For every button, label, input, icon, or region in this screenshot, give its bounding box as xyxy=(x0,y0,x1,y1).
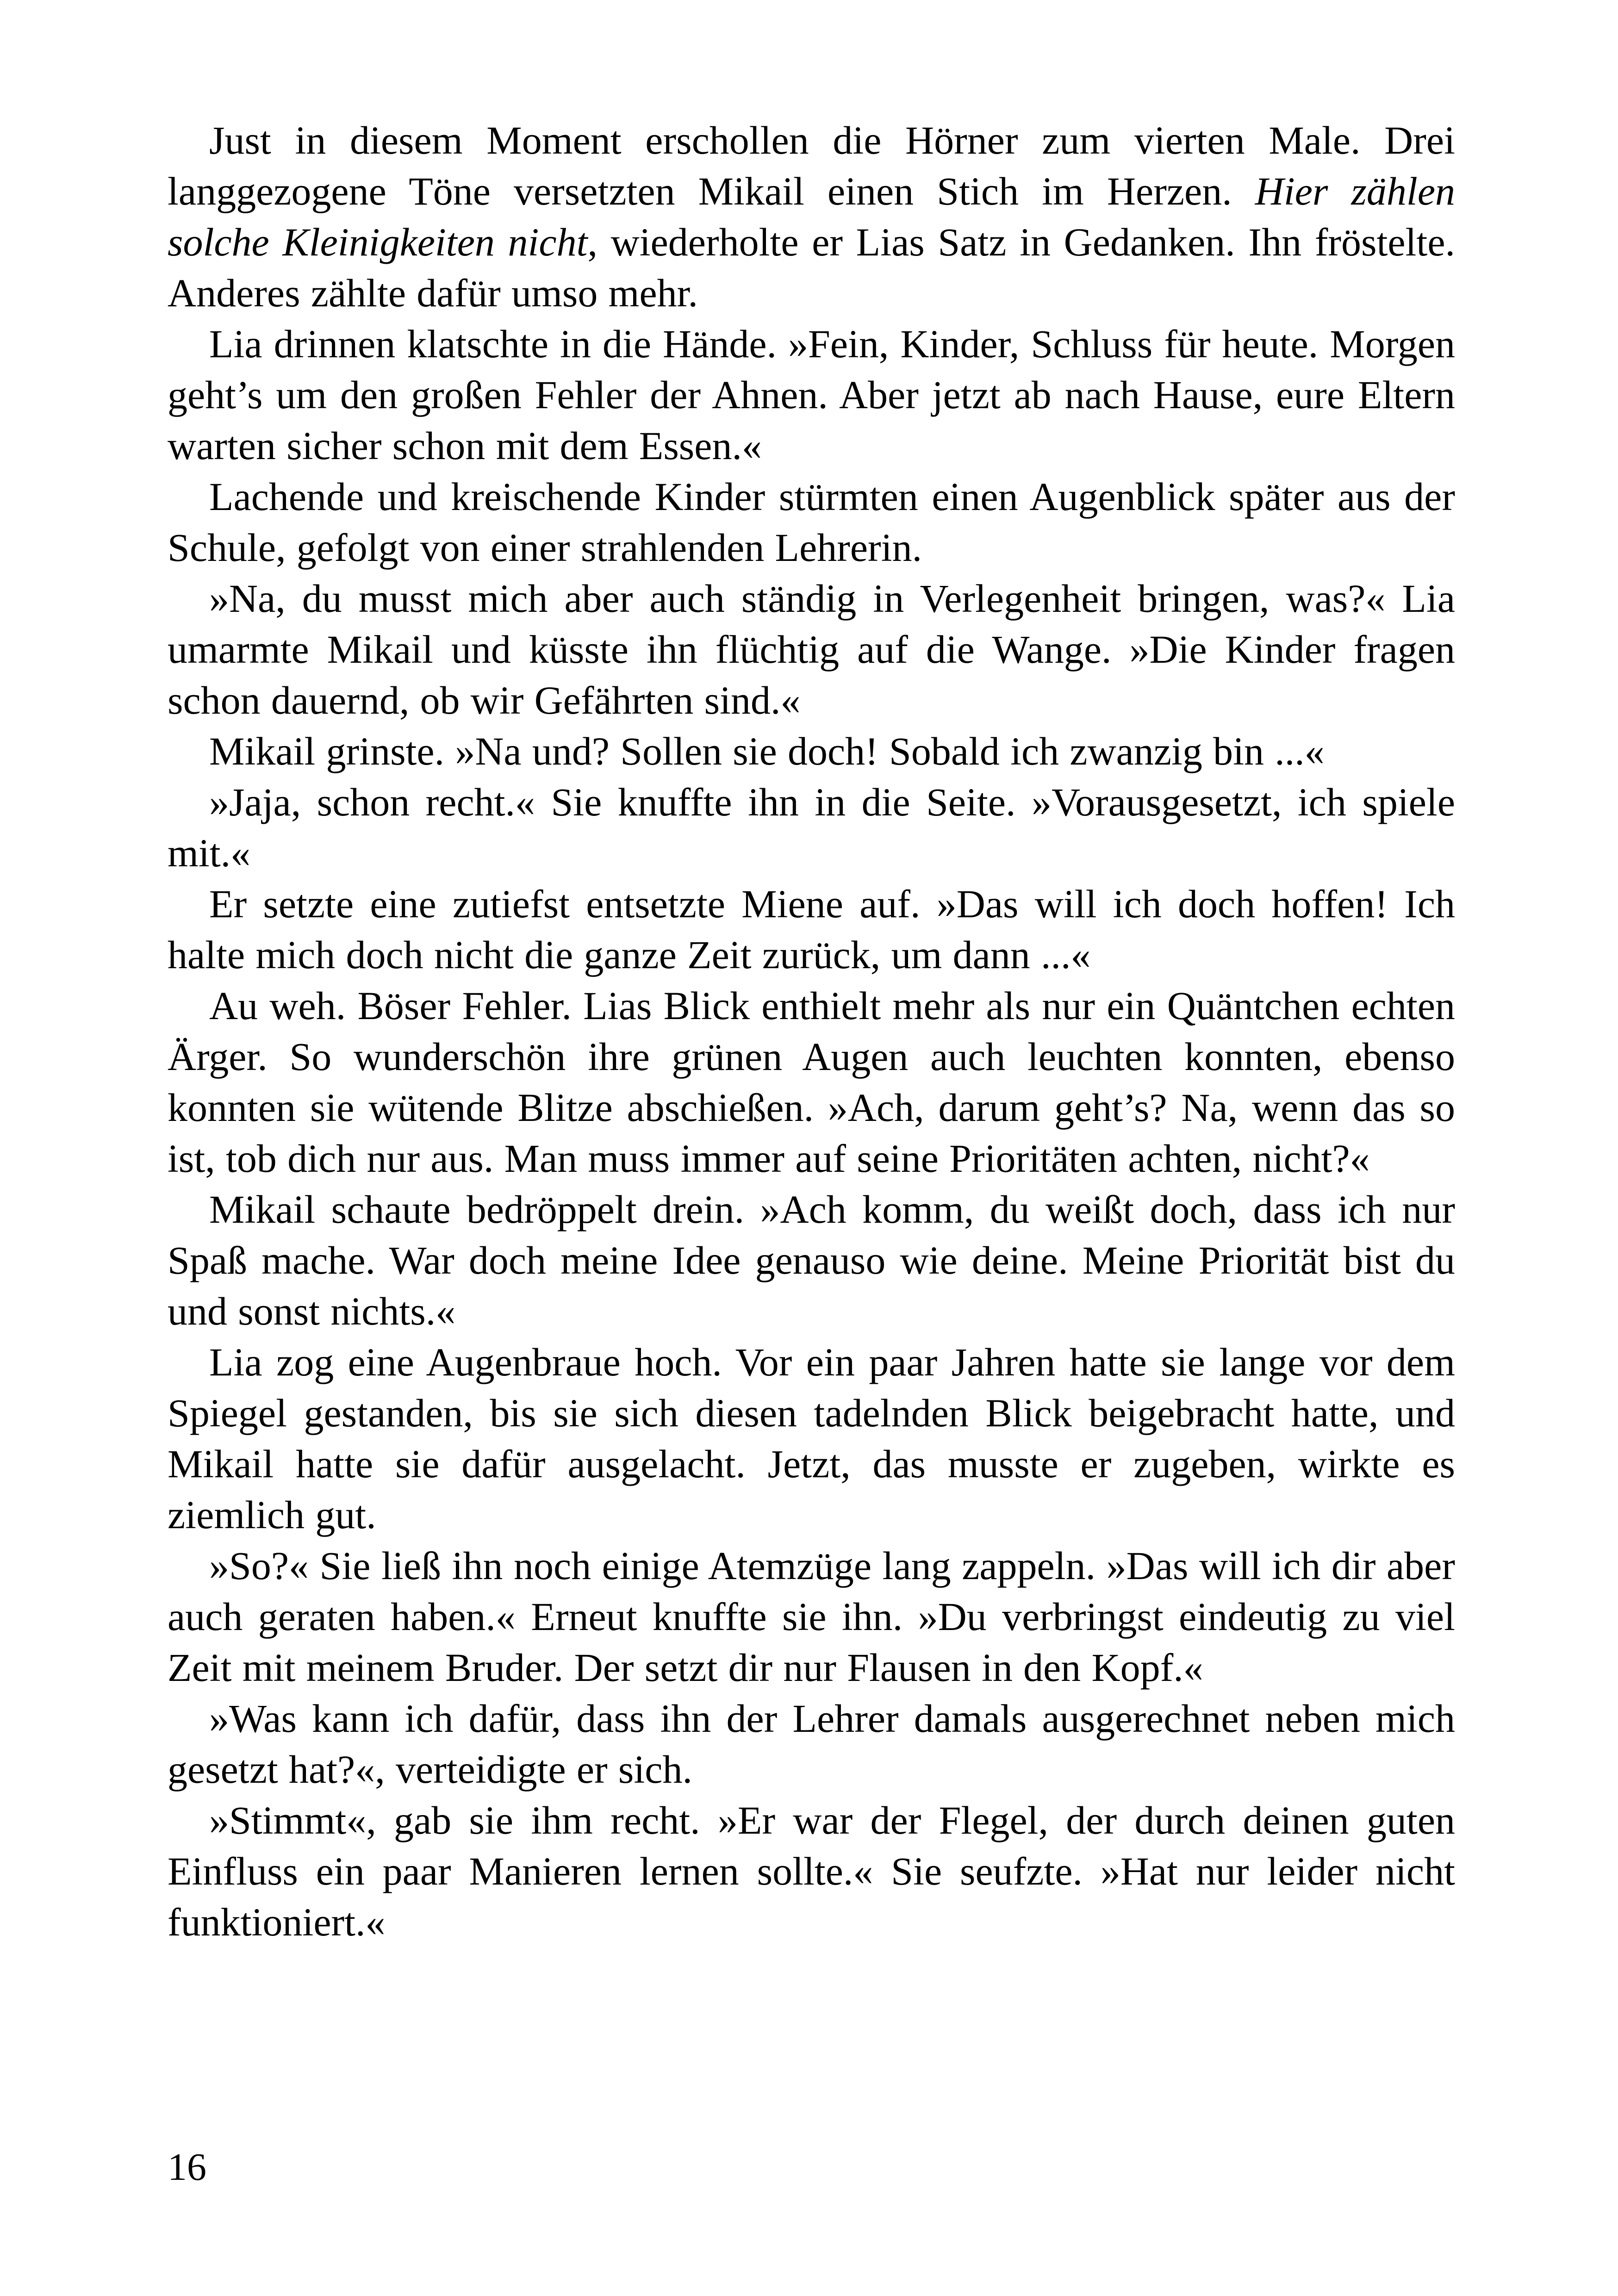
paragraph-text: Just in diesem Moment erschollen die Hörner zum vierten Male. Drei langgezogene Töne versetzten Mikail einen Stich im Herzen. xyxy=(168,118,1455,213)
paragraph: »So?« Sie ließ ihn noch einige Atemzüge lang zappeln. »Das will ich dir aber auch geraten haben.« Erneut knuffte sie ihn. »Du verbringst eindeutig zu viel Zeit mit meinem Bruder. Der setzt dir nur Flausen in den Kopf.« xyxy=(168,1543,1455,1690)
paragraph: »Na, du musst mich aber auch ständig in Verlegenheit bringen, was?« Lia umarmte Mikail und küsste ihn flüchtig auf die Wange. »Die Kinder fragen schon dauernd, ob wir Gefährten sind.« xyxy=(168,576,1455,722)
paragraph: »Stimmt«, gab sie ihm recht. »Er war der Flegel, der durch deinen guten Einfluss ein paar Manieren lernen sollte.« Sie seufzte. »Hat nur leider nicht funktioniert.« xyxy=(168,1798,1455,1944)
paragraph: Lia drinnen klatschte in die Hände. »Fein, Kinder, Schluss für heute. Morgen geht’s um den großen Fehler der Ahnen. Aber jetzt ab nach Hause, eure Eltern warten sicher schon mit dem Essen.« xyxy=(168,322,1455,468)
paragraph: Lia zog eine Augenbraue hoch. Vor ein paar Jahren hatte sie lange vor dem Spiegel gestanden, bis sie sich diesen tadelnden Blick beigebracht hatte, und Mikail hatte sie dafür ausgelacht. Jetzt, das musste er zugeben, wirkte es ziemlich gut. xyxy=(168,1340,1455,1537)
paragraph: »Was kann ich dafür, dass ihn der Lehrer damals ausgerechnet neben mich gesetzt hat?«, verteidigte er sich. xyxy=(168,1696,1455,1792)
paragraph: Lachende und kreischende Kinder stürmten einen Augenblick später aus der Schule, gefolgt von einer strahlenden Lehrerin. xyxy=(168,474,1455,570)
paragraph: Au weh. Böser Fehler. Lias Blick enthielt mehr als nur ein Quäntchen echten Ärger. So wunderschön ihre grünen Augen auch leuchten konnten, ebenso konnten sie wütende Blitze abschießen. »Ach, darum geht’s? Na, wenn das so ist, tob dich nur aus. Man muss immer auf seine Prioritäten achten, nicht?« xyxy=(168,983,1455,1181)
paragraph: »Jaja, schon recht.« Sie knuffte ihn in die Seite. »Vorausgesetzt, ich spiele mit.« xyxy=(168,780,1455,875)
paragraph xyxy=(168,115,1455,318)
body-text xyxy=(168,115,1455,1948)
paragraph: Er setzte eine zutiefst entsetzte Miene auf. »Das will ich doch hoffen! Ich halte mich doch nicht die ganze Zeit zurück, um dann ...« xyxy=(168,882,1455,977)
paragraph: Mikail grinste. »Na und? Sollen sie doch! Sobald ich zwanzig bin ...« xyxy=(209,729,1325,773)
emphasized-phrase: Hier zählen solche Kleinigkeiten nicht xyxy=(168,169,1455,264)
page-number: 16 xyxy=(168,2146,206,2189)
paragraph-text: , wiederholte er Lias Satz in Gedanken. Ihn fröstelte. Anderes zählte dafür umso mehr. xyxy=(168,220,1455,315)
paragraph: Mikail schaute bedröppelt drein. »Ach komm, du weißt doch, dass ich nur Spaß mache. War doch meine Idee genauso wie deine. Meine Priorität bist du und sonst nichts.« xyxy=(168,1187,1455,1333)
